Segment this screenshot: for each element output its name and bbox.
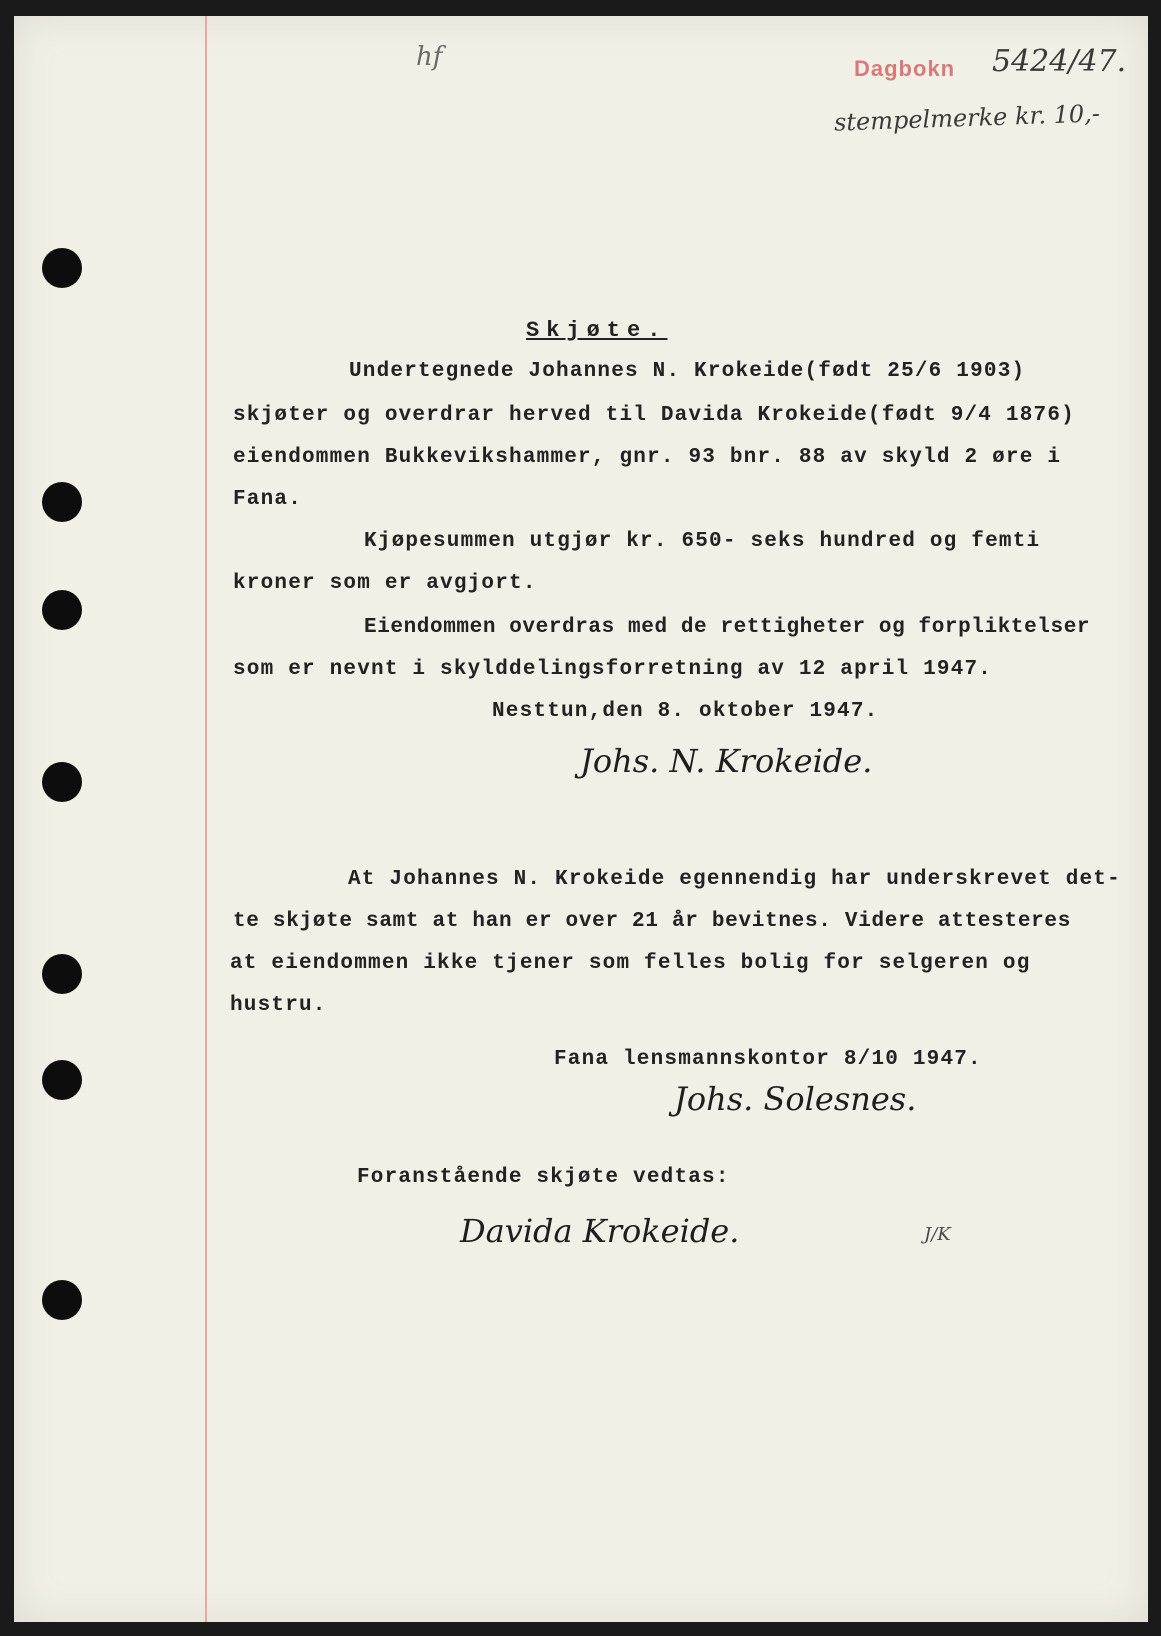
body-line: Eiendommen overdras med de rettigheter og forpliktelser <box>364 616 1091 639</box>
witness-signature: Johs. Solesnes. <box>674 1080 917 1118</box>
margin-note: J/K <box>924 1224 951 1245</box>
body-line: Undertegnede Johannes N. Krokeide(født 25/6 1903) <box>349 360 1026 383</box>
place-date: Nesttun,den 8. oktober 1947. <box>492 700 879 723</box>
body-line: Kjøpesummen utgjør kr. 650- seks hundred og femti <box>364 530 1041 553</box>
punch-hole <box>42 248 82 288</box>
attestation-place-date: Fana lensmannskontor 8/10 1947. <box>554 1048 982 1071</box>
body-line: kroner som er avgjort. <box>233 572 537 595</box>
journal-number: 5424/47. <box>992 44 1127 79</box>
attestation-line: te skjøte samt at han er over 21 år bevitnes. Videre attesteres <box>233 910 1072 933</box>
punch-hole <box>42 590 82 630</box>
punch-hole <box>42 762 82 802</box>
stamp-fee-note: stempelmerke kr. 10,- <box>833 99 1101 137</box>
acceptance-line: Foranstående skjøte vedtas: <box>357 1166 730 1189</box>
margin-line <box>205 16 207 1622</box>
body-line: Fana. <box>233 488 303 511</box>
punch-hole <box>42 1060 82 1100</box>
body-line: som er nevnt i skylddelingsforretning av 12 april 1947. <box>233 658 993 681</box>
punch-hole <box>42 1280 82 1320</box>
attestation-line: At Johannes N. Krokeide egennendig har underskrevet det- <box>348 868 1121 891</box>
attestation-line: hustru. <box>230 994 327 1017</box>
seller-signature: Johs. N. Krokeide. <box>580 742 873 780</box>
pencil-initials: hf <box>416 42 443 72</box>
body-line: eiendommen Bukkevikshammer, gnr. 93 bnr. 88 av skyld 2 øre i <box>233 446 1062 469</box>
body-line: skjøter og overdrar herved til Davida Krokeide(født 9/4 1876) <box>233 404 1075 427</box>
punch-hole <box>42 954 82 994</box>
document-title: Skjøte. <box>526 318 668 343</box>
punch-hole <box>42 482 82 522</box>
attestation-line: at eiendommen ikke tjener som felles bolig for selgeren og <box>230 952 1031 975</box>
buyer-signature: Davida Krokeide. <box>460 1212 740 1250</box>
document-page <box>14 16 1148 1622</box>
dagbok-stamp: Dagbokn <box>854 56 956 81</box>
